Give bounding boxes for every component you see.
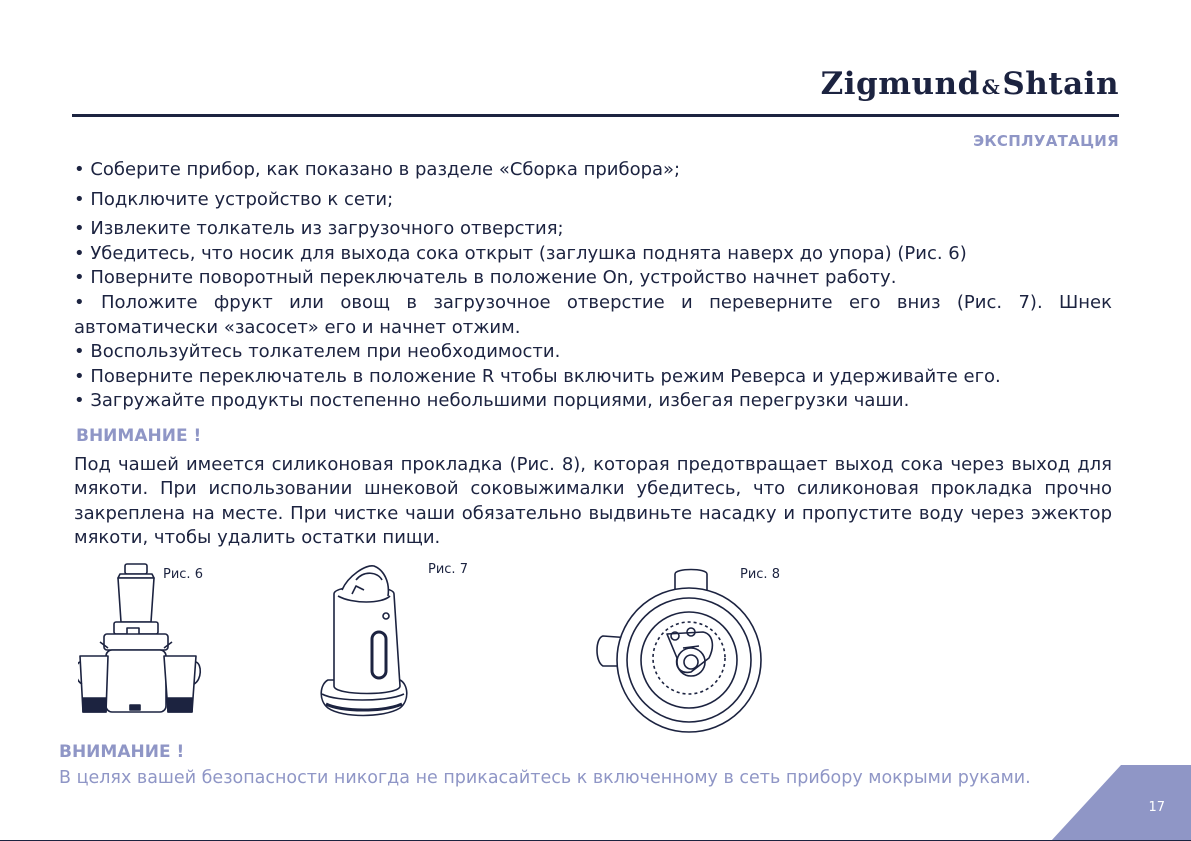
header-rule <box>72 114 1119 117</box>
warning-text: В целях вашей безопасности никогда не прикасайтесь к включенному в сеть прибору мокрыми руками. <box>59 768 1031 788</box>
instruction-item: • Поверните переключатель в положение R чтобы включить режим Реверса и удерживайте его. <box>74 365 1001 387</box>
instruction-item: • Убедитесь, что носик для выхода сока открыт (заглушка поднята наверх до упора) (Рис. 6) <box>74 242 967 264</box>
figure-6-label: Рис. 6 <box>163 567 203 582</box>
instruction-item: • Поверните поворотный переключатель в положение On, устройство начнет работу. <box>74 267 897 289</box>
figure-8-label: Рис. 8 <box>740 567 780 582</box>
attention-heading: ВНИМАНИЕ ! <box>76 426 202 446</box>
brand-name-part1: Zigmund <box>820 66 980 102</box>
brand-ampersand: & <box>981 75 1001 99</box>
instruction-item: • Соберите прибор, как показано в разделе «Сборка прибора»; <box>74 159 681 180</box>
section-title: ЭКСПЛУАТАЦИЯ <box>973 132 1119 150</box>
page-corner-decoration <box>1051 765 1191 841</box>
attention-paragraph: Под чашей имеется силиконовая прокладка (Рис. 8), которая предотвращает выход сока через выход для мякоти. При использовании шнековой соковыжималки убедитесь, что силиконовая прокладка прочно закреплена на месте. При чистке чаши обязательно выдвиньте насадку и пропустите воду через эжектор мякоти, чтобы удалить остатки пищи. <box>74 454 1112 548</box>
instruction-item: • Извлеките толкатель из загрузочного отверстия; <box>74 218 564 240</box>
brand-logo <box>821 66 1119 102</box>
instruction-item: • Загружайте продукты постепенно небольшими порциями, избегая перегрузки чаши. <box>74 390 910 412</box>
instruction-item: • Воспользуйтесь толкателем при необходимости. <box>74 341 561 363</box>
instruction-item: • Положите фрукт или овощ в загрузочное отверстие и переверните его вниз (Рис. 7). Шнек автоматически «засосет» его и начнет отжим. <box>74 291 1112 338</box>
brand-name-part2: Shtain <box>1002 66 1119 102</box>
bowl-gasket-illustration <box>595 562 765 740</box>
juicer-bowl-illustration <box>312 560 412 722</box>
page-number: 17 <box>1148 800 1165 815</box>
warning-heading: ВНИМАНИЕ ! <box>59 742 185 762</box>
figure-7-label: Рис. 7 <box>428 562 468 577</box>
juicer-assembled-illustration <box>78 560 203 720</box>
instruction-list <box>74 158 1112 414</box>
instruction-item: • Подключите устройство к сети; <box>74 188 394 210</box>
